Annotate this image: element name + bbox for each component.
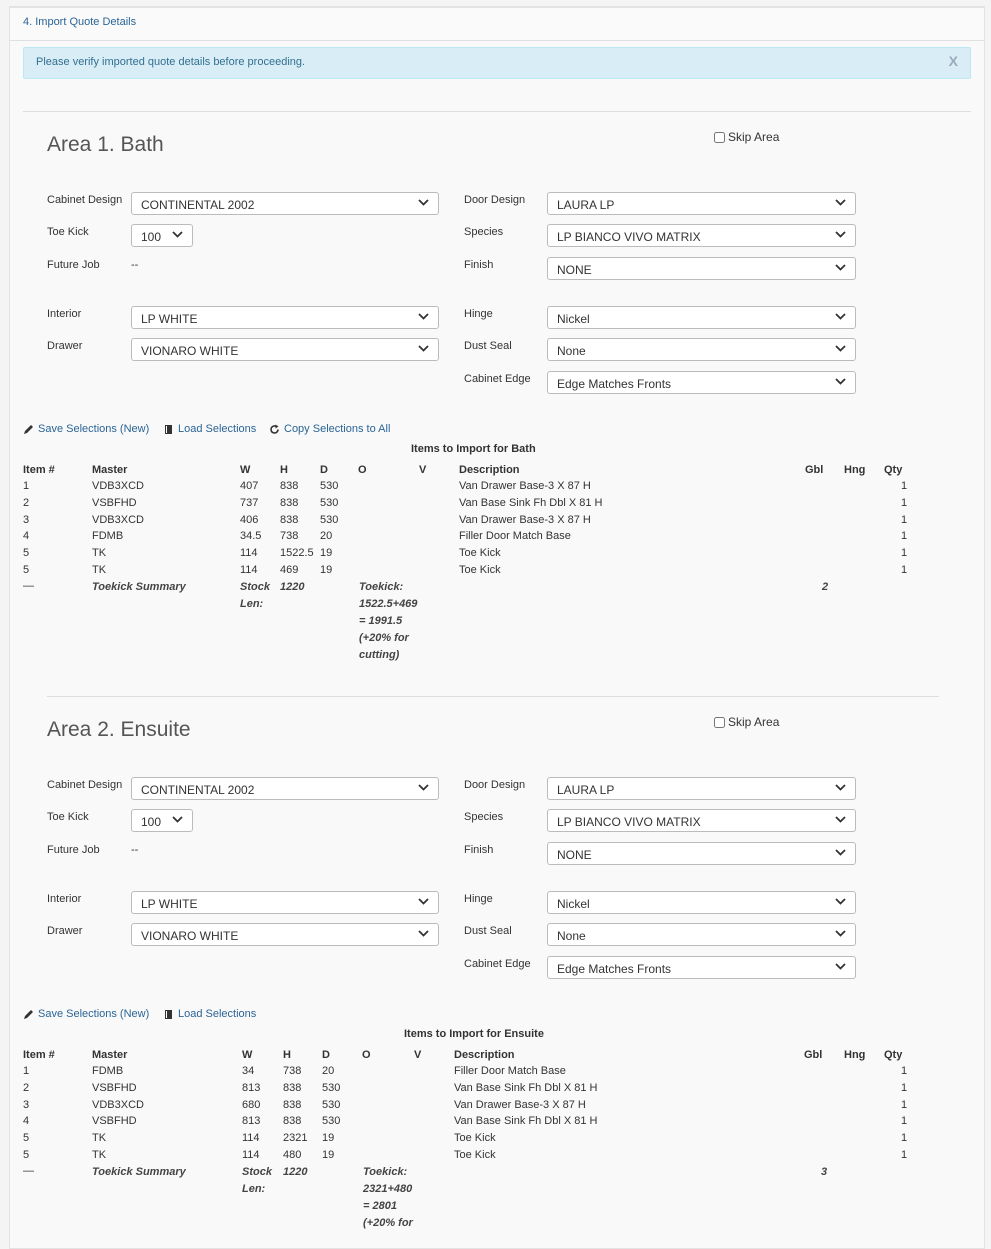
chevron-down-icon xyxy=(834,228,847,241)
skip-area-1[interactable] xyxy=(714,130,779,144)
hinge-select[interactable] xyxy=(547,891,856,914)
species-select-value: LP BIANCO VIVO MATRIX xyxy=(557,815,701,829)
cell-item: 5 xyxy=(23,547,30,560)
cell-item: 5 xyxy=(23,1149,30,1161)
cell-d: 20 xyxy=(320,530,333,543)
summary-dash: — xyxy=(23,580,34,592)
species-select-value: LP BIANCO VIVO MATRIX xyxy=(557,230,701,244)
cell-d: 530 xyxy=(322,1115,341,1128)
cell-description: Filler Door Match Base xyxy=(459,530,571,543)
chevron-down-icon xyxy=(834,196,847,209)
cell-w: 34 xyxy=(242,1065,255,1077)
col-header-h: H xyxy=(283,1049,291,1061)
skip-area-label: Skip Area xyxy=(728,130,780,144)
species-select[interactable] xyxy=(547,224,856,247)
chevron-down-icon xyxy=(417,342,430,355)
cell-h: 838 xyxy=(283,1115,302,1128)
finish-select[interactable] xyxy=(547,257,856,280)
col-header-qty: Qty xyxy=(884,1049,903,1061)
finish-select-value: NONE xyxy=(557,263,592,277)
door-design-select-value: LAURA LP xyxy=(557,198,615,212)
cell-w: 680 xyxy=(242,1098,261,1111)
cell-qty: 1 xyxy=(901,564,908,576)
cabinet-edge-select-value: Edge Matches Fronts xyxy=(557,377,672,391)
summary-toekick-calc: Toekick: 2321+480 = 2801 (+20% for xyxy=(363,1166,413,1229)
cell-h: 838 xyxy=(283,1098,302,1111)
col-header-w: W xyxy=(240,464,251,476)
chevron-down-icon xyxy=(417,781,430,794)
chevron-down-icon xyxy=(834,261,847,274)
cell-master: TK xyxy=(92,547,107,560)
col-header-master: Master xyxy=(92,1049,128,1061)
cell-qty: 1 xyxy=(901,530,908,543)
skip-area-2[interactable] xyxy=(714,715,779,729)
cell-h: 838 xyxy=(280,480,299,492)
cell-item: 3 xyxy=(23,513,30,526)
cell-master: VDB3XCD xyxy=(92,1098,144,1111)
cell-description: Toe Kick xyxy=(454,1149,496,1161)
toe-kick-select-value: 100 xyxy=(141,230,162,244)
cell-master: VSBFHD xyxy=(92,1081,137,1094)
cell-h: 480 xyxy=(283,1149,302,1161)
copy-selections-button[interactable] xyxy=(269,423,390,435)
cabinet-edge-label: Cabinet Edge xyxy=(464,373,531,385)
chevron-down-icon xyxy=(834,375,847,388)
load-selections-label: Load Selections xyxy=(178,1008,257,1020)
summary-dash: — xyxy=(23,1165,34,1177)
cell-h: 738 xyxy=(283,1065,302,1077)
panel-header xyxy=(10,8,984,41)
door-design-select[interactable] xyxy=(547,192,856,215)
cell-d: 530 xyxy=(322,1081,341,1094)
hinge-select-value: Nickel xyxy=(557,897,590,911)
chevron-down-icon xyxy=(834,960,847,973)
cell-description: Van Base Sink Fh Dbl X 81 H xyxy=(459,496,603,509)
chevron-down-icon xyxy=(834,781,847,794)
interior-select[interactable] xyxy=(131,891,439,914)
cell-h: 838 xyxy=(280,496,299,509)
pencil-icon xyxy=(23,424,34,435)
cell-master: FDMB xyxy=(92,1065,124,1077)
interior-select[interactable] xyxy=(131,306,439,329)
dust-seal-select[interactable] xyxy=(547,923,856,946)
finish-select[interactable] xyxy=(547,842,856,865)
cell-master: VSBFHD xyxy=(92,496,137,509)
cell-d: 20 xyxy=(322,1065,335,1077)
dust-seal-select-value: None xyxy=(557,344,586,358)
chevron-down-icon xyxy=(171,228,184,241)
chevron-down-icon xyxy=(834,813,847,826)
cabinet-edge-select-value: Edge Matches Fronts xyxy=(557,962,672,976)
cell-w: 737 xyxy=(240,496,259,509)
finish-label: Finish xyxy=(464,844,494,856)
cell-qty: 1 xyxy=(901,1115,908,1128)
col-header-description: Description xyxy=(459,464,520,476)
cell-item: 1 xyxy=(23,480,30,492)
cell-item: 1 xyxy=(23,1065,30,1077)
cell-d: 530 xyxy=(322,1098,341,1111)
dust-seal-label: Dust Seal xyxy=(464,340,512,352)
cell-d: 19 xyxy=(322,1149,335,1161)
summary-gbl-count: 3 xyxy=(821,1166,828,1178)
cell-h: 2321 xyxy=(283,1132,308,1145)
panel-title[interactable]: 4. Import Quote Details xyxy=(23,16,137,28)
future-job-label: Future Job xyxy=(47,844,100,856)
col-header-item: Item # xyxy=(23,464,55,476)
chevron-down-icon xyxy=(834,342,847,355)
col-header-h: H xyxy=(280,464,288,476)
cell-master: VDB3XCD xyxy=(92,513,144,526)
door-design-select[interactable] xyxy=(547,777,856,800)
chevron-down-icon xyxy=(834,927,847,940)
col-header-o: O xyxy=(362,1049,371,1061)
book-icon xyxy=(163,424,174,435)
alert-text: Please verify imported quote details before proceeding. xyxy=(36,56,306,68)
cell-d: 530 xyxy=(320,496,339,509)
chevron-down-icon xyxy=(834,895,847,908)
door-design-label: Door Design xyxy=(464,779,526,791)
hinge-select-value: Nickel xyxy=(557,312,590,326)
cell-d: 19 xyxy=(322,1132,335,1145)
cell-d: 530 xyxy=(320,480,339,492)
cell-qty: 1 xyxy=(901,496,908,509)
cell-qty: 1 xyxy=(901,480,908,492)
save-selections-label: Save Selections (New) xyxy=(38,423,150,435)
skip-area-label: Skip Area xyxy=(728,715,780,729)
col-header-v: V xyxy=(419,464,427,476)
col-header-d: D xyxy=(322,1049,330,1061)
cell-description: Van Base Sink Fh Dbl X 81 H xyxy=(454,1115,598,1128)
hinge-select[interactable] xyxy=(547,306,856,329)
drawer-select-value: VIONARO WHITE xyxy=(141,344,239,358)
cell-h: 469 xyxy=(280,564,299,576)
interior-select-value: LP WHITE xyxy=(141,312,198,326)
chevron-down-icon xyxy=(834,846,847,859)
toe-kick-label: Toe Kick xyxy=(47,811,89,823)
cell-w: 114 xyxy=(240,547,258,560)
drawer-select-value: VIONARO WHITE xyxy=(141,929,239,943)
cabinet-design-select[interactable] xyxy=(131,192,439,215)
cell-qty: 1 xyxy=(901,1098,908,1111)
cell-master: TK xyxy=(92,1132,107,1145)
summary-stock-length: 1220 xyxy=(283,1166,308,1178)
cell-qty: 1 xyxy=(901,1065,908,1077)
area-1-divider xyxy=(23,111,971,112)
cell-qty: 1 xyxy=(901,1132,908,1145)
cabinet-design-select-value: CONTINENTAL 2002 xyxy=(141,198,255,212)
toe-kick-label: Toe Kick xyxy=(47,226,89,238)
drawer-select[interactable] xyxy=(131,923,439,946)
cell-qty: 1 xyxy=(901,1081,908,1094)
chevron-down-icon xyxy=(417,927,430,940)
species-label: Species xyxy=(464,811,504,823)
cabinet-edge-select[interactable] xyxy=(547,371,856,394)
close-icon[interactable]: X xyxy=(948,53,958,69)
cell-description: Toe Kick xyxy=(454,1132,496,1145)
col-header-hng: Hng xyxy=(844,1049,866,1061)
cell-description: Toe Kick xyxy=(459,564,501,576)
interior-label: Interior xyxy=(47,308,82,320)
cell-w: 114 xyxy=(242,1132,260,1145)
cell-description: Van Base Sink Fh Dbl X 81 H xyxy=(454,1081,598,1094)
cell-h: 838 xyxy=(280,513,299,526)
summary-label: Toekick Summary xyxy=(92,581,186,593)
dust-seal-select[interactable] xyxy=(547,338,856,361)
cell-master: FDMB xyxy=(92,530,124,543)
species-select[interactable] xyxy=(547,809,856,832)
col-header-qty: Qty xyxy=(884,464,903,476)
col-header-d: D xyxy=(320,464,328,476)
cell-description: Filler Door Match Base xyxy=(454,1065,566,1077)
cell-h: 738 xyxy=(280,530,299,543)
col-header-gbl: Gbl xyxy=(805,464,824,476)
cell-master: VDB3XCD xyxy=(92,480,144,492)
col-header-v: V xyxy=(414,1049,422,1061)
cell-item: 5 xyxy=(23,1132,30,1145)
summary-gbl-count: 2 xyxy=(822,581,829,593)
cell-item: 4 xyxy=(23,530,30,543)
cell-qty: 1 xyxy=(901,1149,908,1161)
summary-label: Toekick Summary xyxy=(92,1166,186,1178)
chevron-down-icon xyxy=(834,310,847,323)
col-header-master: Master xyxy=(92,464,128,476)
cabinet-design-select[interactable] xyxy=(131,777,439,800)
refresh-icon xyxy=(269,424,280,435)
col-header-hng: Hng xyxy=(844,464,866,476)
cabinet-edge-label: Cabinet Edge xyxy=(464,958,531,970)
toe-kick-select-value: 100 xyxy=(141,815,162,829)
cell-item: 4 xyxy=(23,1115,30,1128)
future-job-value: -- xyxy=(131,259,139,271)
cell-item: 3 xyxy=(23,1098,30,1111)
summary-stock-label: Stock Len: xyxy=(242,1166,272,1195)
toe-kick-select[interactable] xyxy=(131,224,193,247)
cabinet-design-label: Cabinet Design xyxy=(47,194,123,206)
summary-toekick-calc: Toekick: 1522.5+469 = 1991.5 (+20% for cutting) xyxy=(359,581,418,661)
cell-w: 813 xyxy=(242,1115,261,1128)
cell-h: 838 xyxy=(283,1081,302,1094)
cell-h: 1522.5 xyxy=(280,547,314,560)
cell-w: 114 xyxy=(240,564,258,576)
area-1-title: Area 1. Bath xyxy=(47,133,164,156)
future-job-label: Future Job xyxy=(47,259,100,271)
load-selections-button[interactable] xyxy=(163,1008,256,1020)
cell-d: 19 xyxy=(320,564,333,576)
drawer-label: Drawer xyxy=(47,340,83,352)
load-selections-button[interactable] xyxy=(163,423,256,435)
items-table-title-2: Items to Import for Ensuite xyxy=(404,1028,544,1040)
load-selections-label: Load Selections xyxy=(178,423,257,435)
summary-stock-label: Stock Len: xyxy=(240,581,270,610)
cell-description: Van Drawer Base-3 X 87 H xyxy=(459,513,591,526)
chevron-down-icon xyxy=(417,196,430,209)
cell-description: Van Drawer Base-3 X 87 H xyxy=(459,480,591,492)
skip-area-checkbox[interactable] xyxy=(714,132,725,143)
dust-seal-select-value: None xyxy=(557,929,586,943)
chevron-down-icon xyxy=(417,310,430,323)
door-design-select-value: LAURA LP xyxy=(557,783,615,797)
cabinet-design-label: Cabinet Design xyxy=(47,779,123,791)
save-selections-button[interactable] xyxy=(23,423,149,435)
chevron-down-icon xyxy=(417,895,430,908)
area-2-title: Area 2. Ensuite xyxy=(47,718,191,741)
area-2-divider xyxy=(47,696,939,697)
cell-item: 5 xyxy=(23,564,30,576)
cell-w: 406 xyxy=(240,513,259,526)
summary-stock-length: 1220 xyxy=(280,581,305,593)
copy-selections-label: Copy Selections to All xyxy=(284,423,391,435)
col-header-item: Item # xyxy=(23,1049,55,1061)
cell-qty: 1 xyxy=(901,513,908,526)
cell-w: 407 xyxy=(240,480,259,492)
hinge-label: Hinge xyxy=(464,893,493,905)
chevron-down-icon xyxy=(171,813,184,826)
dust-seal-label: Dust Seal xyxy=(464,925,512,937)
col-header-description: Description xyxy=(454,1049,515,1061)
info-alert xyxy=(23,47,971,79)
drawer-select[interactable] xyxy=(131,338,439,361)
items-table-title-1: Items to Import for Bath xyxy=(411,443,536,455)
col-header-gbl: Gbl xyxy=(804,1049,823,1061)
cell-d: 19 xyxy=(320,547,333,560)
skip-area-checkbox[interactable] xyxy=(714,717,725,728)
cabinet-design-select-value: CONTINENTAL 2002 xyxy=(141,783,255,797)
cell-master: VSBFHD xyxy=(92,1115,137,1128)
hinge-label: Hinge xyxy=(464,308,493,320)
species-label: Species xyxy=(464,226,504,238)
interior-select-value: LP WHITE xyxy=(141,897,198,911)
drawer-label: Drawer xyxy=(47,925,83,937)
cell-master: TK xyxy=(92,1149,107,1161)
pencil-icon xyxy=(23,1009,34,1020)
save-selections-button[interactable] xyxy=(23,1008,149,1020)
col-header-o: O xyxy=(358,464,367,476)
future-job-value: -- xyxy=(131,844,139,856)
cell-master: TK xyxy=(92,564,107,576)
door-design-label: Door Design xyxy=(464,194,526,206)
cell-w: 813 xyxy=(242,1081,261,1094)
toe-kick-select[interactable] xyxy=(131,809,193,832)
cell-d: 530 xyxy=(320,513,339,526)
cell-item: 2 xyxy=(23,1081,30,1094)
cabinet-edge-select[interactable] xyxy=(547,956,856,979)
cell-w: 114 xyxy=(242,1149,260,1161)
cell-item: 2 xyxy=(23,496,30,509)
cell-qty: 1 xyxy=(901,547,908,560)
col-header-w: W xyxy=(242,1049,253,1061)
interior-label: Interior xyxy=(47,893,82,905)
finish-label: Finish xyxy=(464,259,494,271)
save-selections-label: Save Selections (New) xyxy=(38,1008,150,1020)
finish-select-value: NONE xyxy=(557,848,592,862)
cell-description: Van Drawer Base-3 X 87 H xyxy=(454,1098,586,1111)
cell-description: Toe Kick xyxy=(459,547,501,560)
cell-w: 34.5 xyxy=(240,530,262,543)
book-icon xyxy=(163,1009,174,1020)
